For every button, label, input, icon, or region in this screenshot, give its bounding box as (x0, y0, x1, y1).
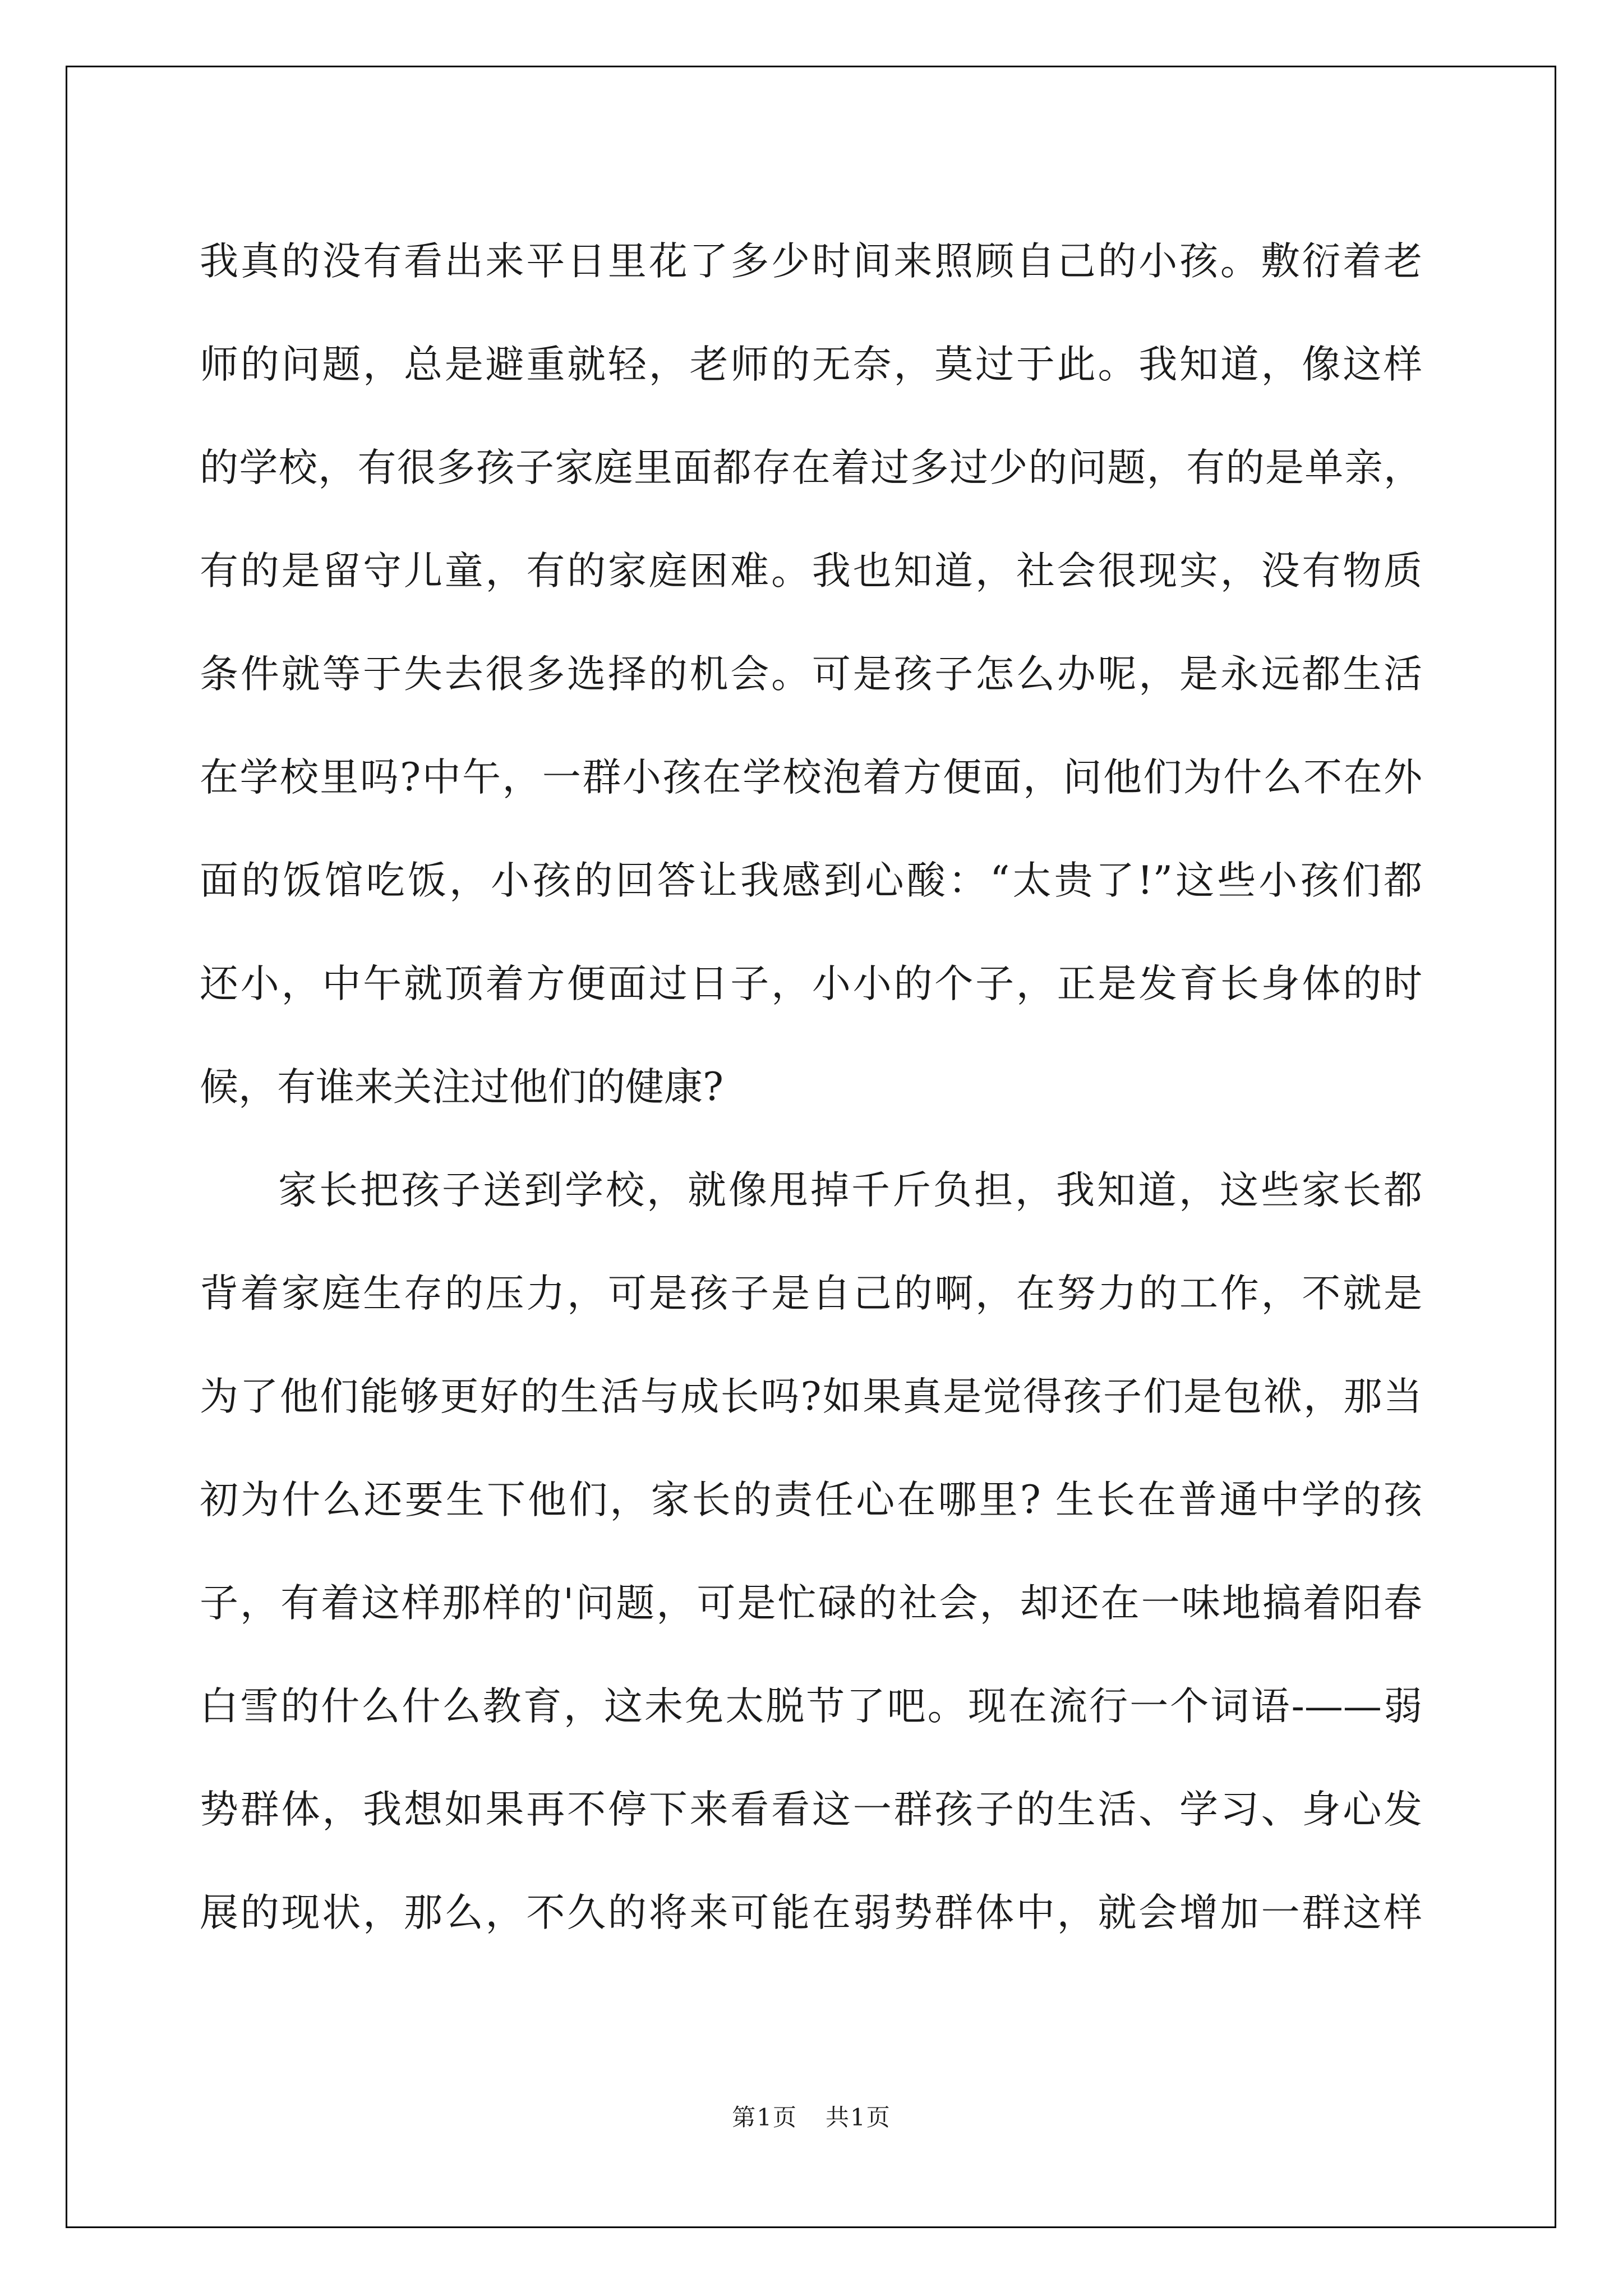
text-line: 在学校里吗?中午，一群小孩在学校泡着方便面，问他们为什么不在外 (200, 755, 1422, 800)
text-line-paragraph-start: 家长把孩子送到学校，就像甩掉千斤负担，我知道，这些家长都 (278, 1168, 1422, 1213)
text-line: 初为什么还要生下他们，家长的责任心在哪里? 生长在普通中学的孩 (200, 1478, 1422, 1522)
text-line: 面的饭馆吃饭，小孩的回答让我感到心酸：“太贵了!”这些小孩们都 (200, 858, 1422, 903)
page-footer (0, 2099, 1623, 2133)
text-line: 有的是留守儿童，有的家庭困难。我也知道，社会很现实，没有物质 (200, 549, 1422, 593)
text-line: 为了他们能够更好的生活与成长吗?如果真是觉得孩子们是包袱，那当 (200, 1374, 1422, 1419)
document-body (200, 210, 1422, 1964)
text-line: 我真的没有看出来平日里花了多少时间来照顾自己的小孩。敷衍着老 (200, 239, 1422, 284)
text-line: 展的现状，那么，不久的将来可能在弱势群体中，就会增加一群这样 (200, 1890, 1422, 1935)
text-line: 的学校，有很多孩子家庭里面都存在着过多过少的问题，有的是单亲， (200, 445, 1422, 490)
text-line: 子，有着这样那样的'问题，可是忙碌的社会，却还在一味地搞着阳春 (200, 1581, 1422, 1626)
text-line: 势群体，我想如果再不停下来看看这一群孩子的生活、学习、身心发 (200, 1787, 1422, 1832)
page-total: 共1页 (826, 2104, 891, 2131)
text-line-paragraph-end: 候，有谁来关注过他们的健康? (200, 1065, 723, 1110)
text-line: 白雪的什么什么教育，这未免太脱节了吧。现在流行一个词语-——弱 (200, 1684, 1422, 1729)
text-line: 师的问题，总是避重就轻，老师的无奈，莫过于此。我知道，像这样 (200, 342, 1422, 387)
page-number: 第1页 (732, 2104, 797, 2131)
text-line: 背着家庭生存的压力，可是孩子是自己的啊，在努力的工作，不就是 (200, 1271, 1422, 1316)
text-line: 还小，中午就顶着方便面过日子，小小的个子，正是发育长身体的时 (200, 961, 1422, 1006)
text-line: 条件就等于失去很多选择的机会。可是孩子怎么办呢，是永远都生活 (200, 652, 1422, 697)
